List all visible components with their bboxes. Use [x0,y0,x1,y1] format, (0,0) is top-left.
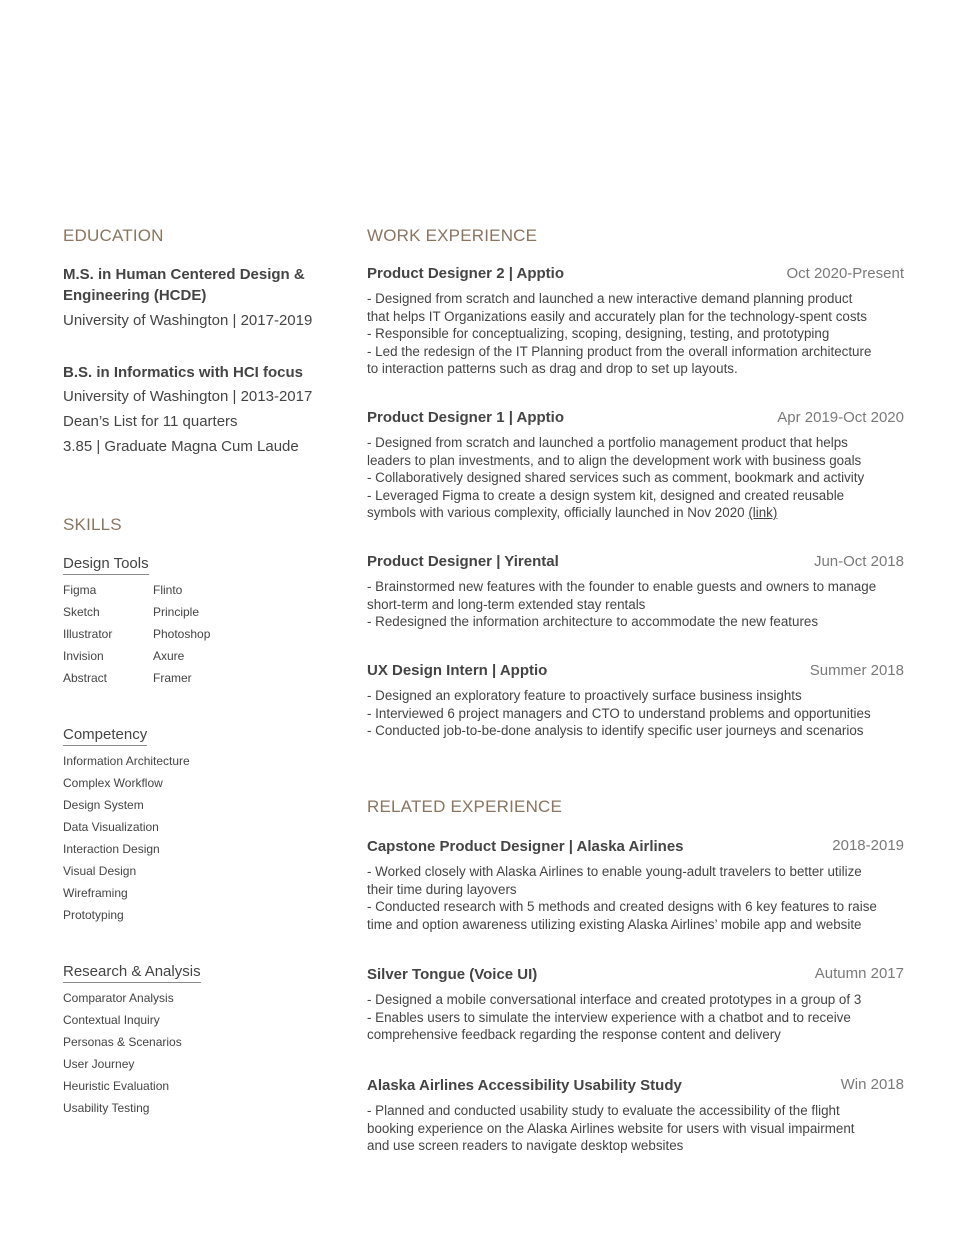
bs-degree: B.S. in Informatics with HCI focus [63,364,304,381]
job-line: - Redesigned the information architecture to accommodate the new features [367,614,819,629]
competency-item: Interaction Design [63,842,160,856]
job-line: - Led the redesign of the IT Planning product from the overall information architecture [367,343,872,359]
skill-item: Figma [63,583,97,597]
related-title: Capstone Product Designer | Alaska Airlines [367,838,684,855]
research-heading: Research & Analysis [63,963,201,983]
skill-item: Abstract [63,671,108,685]
related-line: comprehensive feedback regarding the response content and delivery [367,1027,781,1042]
ms-degree: M.S. in Human Centered Design & Engineering (HCDE) [63,266,305,304]
competency-item: Visual Design [63,864,137,878]
related-line: - Planned and conducted usability study to evaluate the accessibility of the flight [367,1103,840,1118]
skill-item: Sketch [63,605,100,619]
work-experience-title: WORK EXPERIENCE [367,226,538,245]
bs-school: University of Washington | 2013-2017 [63,388,313,405]
job-date: Jun-Oct 2018 [813,553,904,570]
job-line: - Designed from scratch and launched a portfolio management product that helps [367,435,848,450]
job-date: Summer 2018 [809,662,904,679]
research-item: Contextual Inquiry [63,1013,160,1027]
education-title: EDUCATION [63,226,164,245]
job-line: short-term and long-term extended stay rentals [367,596,646,612]
skill-item: Illustrator [63,627,113,641]
skill-item: Flinto [153,583,183,597]
design-tools-heading: Design Tools [63,555,149,575]
job-line: - Designed from scratch and launched a new interactive demand planning product [367,291,853,306]
competency-item: Complex Workflow [63,776,163,790]
related-title: Silver Tongue (Voice UI) [367,966,538,983]
job-line: - Interviewed 6 project managers and CTO to understand problems and opportunities [367,705,871,721]
research-item: Usability Testing [63,1101,150,1115]
skill-item: Invision [63,649,104,663]
related-description [367,863,912,933]
job-date: Oct 2020-Present [786,265,904,282]
job-line: leaders to plan investments, and to align the development work with business goals [367,452,862,468]
related-date: Win 2018 [840,1076,904,1093]
job-line: symbols with various complexity, officially launched in Nov 2020 [367,505,745,520]
research-item: User Journey [63,1057,135,1071]
related-line: - Designed a mobile conversational interface and created prototypes in a group of 3 [367,992,862,1007]
job-line: - Responsible for conceptualizing, scoping, designing, testing, and prototyping [367,326,830,341]
gpa: 3.85 | Graduate Magna Cum Laude [63,438,299,455]
competency-item: Wireframing [63,886,128,900]
job-description [367,290,912,378]
related-line: booking experience on the Alaska Airlines website for users with visual impairment [367,1120,855,1136]
related-line: their time during layovers [367,881,517,897]
competency-item: Information Architecture [63,754,190,768]
research-item: Heuristic Evaluation [63,1079,170,1093]
skill-item: Axure [153,649,185,663]
related-line: - Worked closely with Alaska Airlines to enable young-adult travelers to better utilize [367,864,862,879]
ms-school: University of Washington | 2017-2019 [63,312,313,329]
research-item: Personas & Scenarios [63,1035,182,1049]
portfolio-link[interactable]: (link) [748,505,778,520]
related-title: Alaska Airlines Accessibility Usability Study [367,1077,682,1094]
competency-heading: Competency [63,726,147,746]
related-description [367,991,912,1044]
job-line: - Collaboratively designed shared services such as comment, bookmark and activity [367,470,865,485]
related-line: time and option awareness utilizing existing Alaska Airlines’ mobile app and website [367,916,862,932]
job-title: Product Designer 1 | Apptio [367,409,564,426]
deans-list: Dean’s List for 11 quarters [63,413,238,430]
related-date: Autumn 2017 [814,965,904,982]
job-line: - Conducted job-to-be-done analysis to identify specific user journeys and scenarios [367,723,864,738]
competency-item: Prototyping [63,908,124,922]
skill-item: Framer [153,671,192,685]
related-line: and use screen readers to navigate desktop websites [367,1138,684,1153]
job-line: that helps IT Organizations easily and accurately plan for the technology-spent costs [367,308,867,324]
skill-item: Photoshop [153,627,211,641]
research-item: Comparator Analysis [63,991,174,1005]
related-experience-title: RELATED EXPERIENCE [367,797,563,816]
job-line: - Brainstormed new features with the founder to enable guests and owners to manage [367,579,877,594]
related-line: - Conducted research with 5 methods and created designs with 6 key features to raise [367,899,877,914]
job-line-with-link [367,504,912,522]
skills-title: SKILLS [63,515,122,534]
job-description [367,578,912,631]
job-title: UX Design Intern | Apptio [367,662,548,679]
job-description [367,434,912,522]
job-line: to interaction patterns such as drag and drop to set up layouts. [367,361,738,376]
job-date: Apr 2019-Oct 2020 [777,409,904,426]
job-line: - Designed an exploratory feature to proactively surface business insights [367,688,802,703]
competency-item: Data Visualization [63,820,159,834]
skill-item: Principle [153,605,200,619]
job-title: Product Designer | Yirental [367,553,559,570]
job-title: Product Designer 2 | Apptio [367,265,564,282]
related-date: 2018-2019 [832,837,904,854]
related-description [367,1102,912,1155]
job-line: - Leveraged Figma to create a design system kit, designed and created reusable [367,487,845,503]
competency-item: Design System [63,798,144,812]
related-line: - Enables users to simulate the interview experience with a chatbot and to receive [367,1009,851,1025]
job-description [367,687,912,740]
